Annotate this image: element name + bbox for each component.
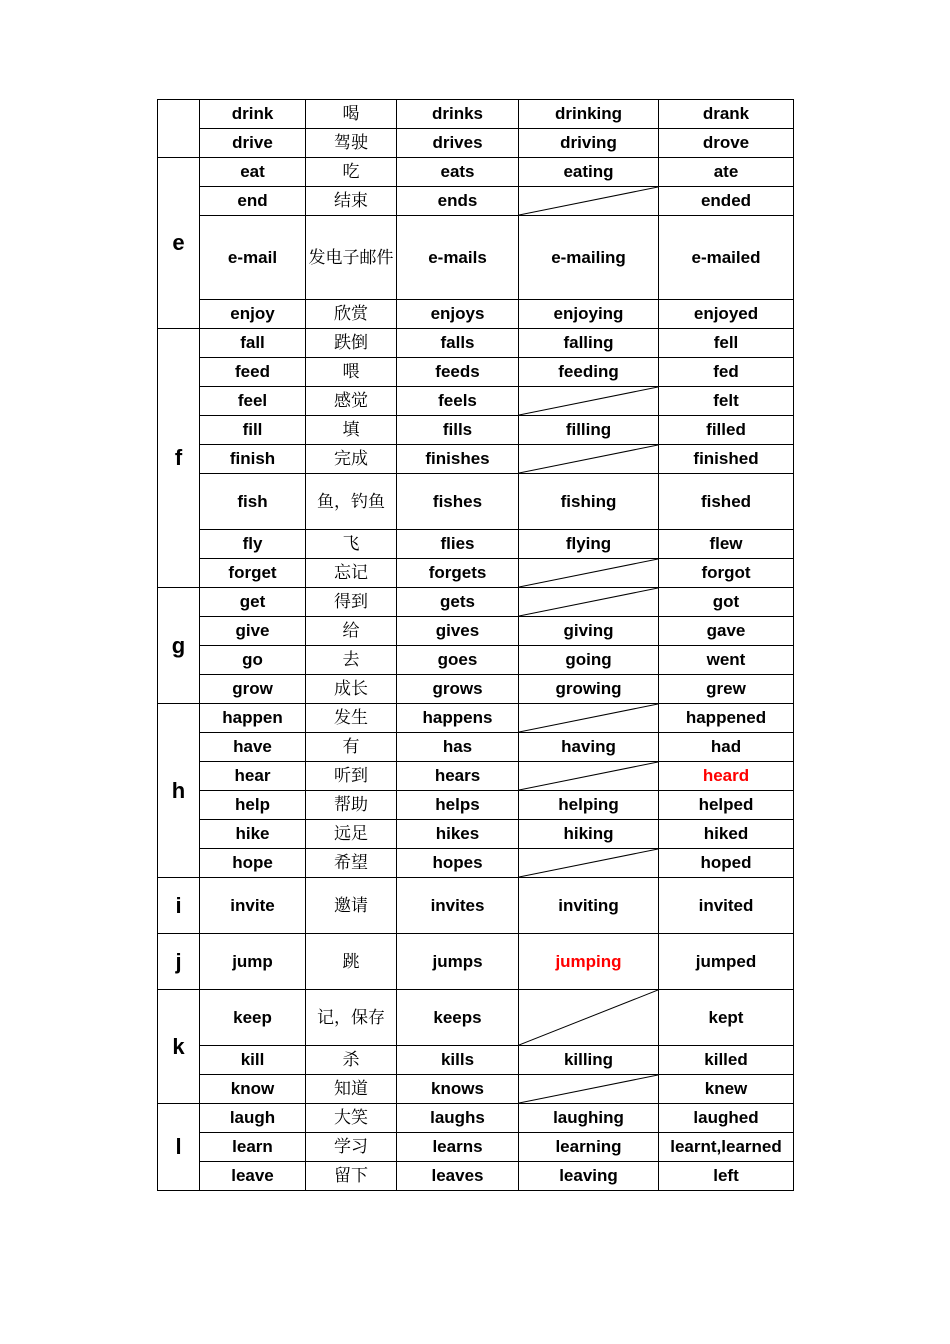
verb-table: [157, 99, 794, 1191]
verb-cell: fly: [200, 530, 306, 559]
verb-row: [158, 530, 794, 559]
verb-row: [158, 300, 794, 329]
meaning-cell: 去: [306, 646, 397, 675]
past-tense-cell: got: [659, 588, 794, 617]
diagonal-slash-icon: [519, 445, 658, 473]
verb-cell: grow: [200, 675, 306, 704]
past-tense-cell: drank: [659, 100, 794, 129]
group-letter: h: [158, 704, 200, 878]
ing-form-cell: helping: [519, 791, 659, 820]
meaning-cell: 感觉: [306, 387, 397, 416]
verb-row: [158, 387, 794, 416]
group-letter: f: [158, 329, 200, 588]
third-person-cell: fishes: [397, 474, 519, 530]
past-tense-cell: forgot: [659, 559, 794, 588]
past-tense-cell: fished: [659, 474, 794, 530]
past-tense-cell: enjoyed: [659, 300, 794, 329]
ing-form-cell: growing: [519, 675, 659, 704]
verb-row: [158, 1162, 794, 1191]
ing-form-cell: eating: [519, 158, 659, 187]
third-person-cell: helps: [397, 791, 519, 820]
third-person-cell: learns: [397, 1133, 519, 1162]
verb-cell: hope: [200, 849, 306, 878]
verb-cell: invite: [200, 878, 306, 934]
verb-cell: e-mail: [200, 216, 306, 300]
past-tense-cell: learnt,learned: [659, 1133, 794, 1162]
third-person-cell: keeps: [397, 990, 519, 1046]
past-tense-cell: ate: [659, 158, 794, 187]
verb-cell: help: [200, 791, 306, 820]
meaning-cell: 听到: [306, 762, 397, 791]
ing-form-cell: going: [519, 646, 659, 675]
meaning-cell: 欣赏: [306, 300, 397, 329]
group-letter: [158, 100, 200, 158]
verb-cell: hear: [200, 762, 306, 791]
verb-cell: fill: [200, 416, 306, 445]
verb-cell: eat: [200, 158, 306, 187]
not-applicable-cell: [519, 187, 659, 216]
verb-cell: fall: [200, 329, 306, 358]
verb-cell: hike: [200, 820, 306, 849]
past-tense-cell: flew: [659, 530, 794, 559]
verb-cell: end: [200, 187, 306, 216]
verb-cell: leave: [200, 1162, 306, 1191]
ing-form-cell: fishing: [519, 474, 659, 530]
ing-form-cell: laughing: [519, 1104, 659, 1133]
ing-form-cell: killing: [519, 1046, 659, 1075]
verb-cell: drive: [200, 129, 306, 158]
verb-row: [158, 187, 794, 216]
third-person-cell: laughs: [397, 1104, 519, 1133]
verb-cell: jump: [200, 934, 306, 990]
verb-cell: laugh: [200, 1104, 306, 1133]
verb-row: [158, 849, 794, 878]
diagonal-slash-icon: [519, 187, 658, 215]
verb-table-body: [158, 100, 794, 1191]
verb-row: [158, 675, 794, 704]
verb-cell: enjoy: [200, 300, 306, 329]
verb-cell: drink: [200, 100, 306, 129]
third-person-cell: has: [397, 733, 519, 762]
past-tense-cell: ended: [659, 187, 794, 216]
meaning-cell: 发生: [306, 704, 397, 733]
diagonal-slash-icon: [519, 1075, 658, 1103]
ing-form-cell: filling: [519, 416, 659, 445]
ing-form-cell: inviting: [519, 878, 659, 934]
verb-row: [158, 617, 794, 646]
past-tense-cell: killed: [659, 1046, 794, 1075]
verb-cell: give: [200, 617, 306, 646]
third-person-cell: drinks: [397, 100, 519, 129]
verb-row: [158, 791, 794, 820]
third-person-cell: forgets: [397, 559, 519, 588]
verb-row: [158, 445, 794, 474]
meaning-cell: 希望: [306, 849, 397, 878]
meaning-cell: 喝: [306, 100, 397, 129]
third-person-cell: e-mails: [397, 216, 519, 300]
ing-form-cell: learning: [519, 1133, 659, 1162]
diagonal-slash-icon: [519, 387, 658, 415]
group-letter: g: [158, 588, 200, 704]
past-tense-cell: knew: [659, 1075, 794, 1104]
group-letter: k: [158, 990, 200, 1104]
not-applicable-cell: [519, 849, 659, 878]
verb-cell: learn: [200, 1133, 306, 1162]
meaning-cell: 帮助: [306, 791, 397, 820]
meaning-cell: 跳: [306, 934, 397, 990]
past-tense-cell: hoped: [659, 849, 794, 878]
verb-cell: finish: [200, 445, 306, 474]
verb-cell: get: [200, 588, 306, 617]
meaning-cell: 发电子邮件: [306, 216, 397, 300]
verb-row: [158, 588, 794, 617]
third-person-cell: gives: [397, 617, 519, 646]
verb-cell: know: [200, 1075, 306, 1104]
third-person-cell: flies: [397, 530, 519, 559]
diagonal-slash-icon: [519, 559, 658, 587]
meaning-cell: 飞: [306, 530, 397, 559]
past-tense-cell: helped: [659, 791, 794, 820]
not-applicable-cell: [519, 588, 659, 617]
past-tense-cell: hiked: [659, 820, 794, 849]
verb-row: [158, 358, 794, 387]
past-tense-cell: went: [659, 646, 794, 675]
meaning-cell: 记，保存: [306, 990, 397, 1046]
verb-row: [158, 990, 794, 1046]
third-person-cell: gets: [397, 588, 519, 617]
third-person-cell: hikes: [397, 820, 519, 849]
verb-cell: feed: [200, 358, 306, 387]
third-person-cell: fills: [397, 416, 519, 445]
not-applicable-cell: [519, 762, 659, 791]
third-person-cell: hears: [397, 762, 519, 791]
meaning-cell: 成长: [306, 675, 397, 704]
ing-form-cell: e-mailing: [519, 216, 659, 300]
ing-form-cell: driving: [519, 129, 659, 158]
diagonal-slash-icon: [519, 588, 658, 616]
verb-row: [158, 1075, 794, 1104]
verb-row: [158, 559, 794, 588]
third-person-cell: falls: [397, 329, 519, 358]
third-person-cell: goes: [397, 646, 519, 675]
third-person-cell: leaves: [397, 1162, 519, 1191]
meaning-cell: 得到: [306, 588, 397, 617]
meaning-cell: 跌倒: [306, 329, 397, 358]
verb-cell: feel: [200, 387, 306, 416]
meaning-cell: 驾驶: [306, 129, 397, 158]
past-tense-cell: left: [659, 1162, 794, 1191]
past-tense-cell: laughed: [659, 1104, 794, 1133]
verb-row: [158, 934, 794, 990]
verb-cell: kill: [200, 1046, 306, 1075]
not-applicable-cell: [519, 1075, 659, 1104]
past-tense-cell: gave: [659, 617, 794, 646]
ing-form-cell: leaving: [519, 1162, 659, 1191]
group-letter: j: [158, 934, 200, 990]
third-person-cell: ends: [397, 187, 519, 216]
ing-form-cell: jumping: [519, 934, 659, 990]
past-tense-cell: jumped: [659, 934, 794, 990]
verb-cell: forget: [200, 559, 306, 588]
not-applicable-cell: [519, 387, 659, 416]
verb-cell: fish: [200, 474, 306, 530]
verb-row: [158, 1046, 794, 1075]
meaning-cell: 忘记: [306, 559, 397, 588]
diagonal-slash-icon: [519, 849, 658, 877]
not-applicable-cell: [519, 445, 659, 474]
third-person-cell: feeds: [397, 358, 519, 387]
ing-form-cell: hiking: [519, 820, 659, 849]
verb-row: [158, 646, 794, 675]
past-tense-cell: e-mailed: [659, 216, 794, 300]
verb-row: [158, 878, 794, 934]
past-tense-cell: felt: [659, 387, 794, 416]
meaning-cell: 填: [306, 416, 397, 445]
third-person-cell: eats: [397, 158, 519, 187]
past-tense-cell: fed: [659, 358, 794, 387]
meaning-cell: 鱼，钓鱼: [306, 474, 397, 530]
past-tense-cell: grew: [659, 675, 794, 704]
group-letter: e: [158, 158, 200, 329]
verb-cell: have: [200, 733, 306, 762]
verb-row: [158, 820, 794, 849]
verb-cell: happen: [200, 704, 306, 733]
third-person-cell: invites: [397, 878, 519, 934]
past-tense-cell: invited: [659, 878, 794, 934]
verb-row: [158, 129, 794, 158]
meaning-cell: 远足: [306, 820, 397, 849]
past-tense-cell: finished: [659, 445, 794, 474]
ing-form-cell: enjoying: [519, 300, 659, 329]
verb-cell: keep: [200, 990, 306, 1046]
verb-row: [158, 1133, 794, 1162]
verb-row: [158, 216, 794, 300]
meaning-cell: 邀请: [306, 878, 397, 934]
diagonal-slash-icon: [519, 704, 658, 732]
diagonal-slash-icon: [519, 762, 658, 790]
ing-form-cell: flying: [519, 530, 659, 559]
meaning-cell: 知道: [306, 1075, 397, 1104]
verb-row: [158, 733, 794, 762]
verb-row: [158, 1104, 794, 1133]
past-tense-cell: fell: [659, 329, 794, 358]
third-person-cell: kills: [397, 1046, 519, 1075]
meaning-cell: 留下: [306, 1162, 397, 1191]
meaning-cell: 学习: [306, 1133, 397, 1162]
verb-row: [158, 704, 794, 733]
meaning-cell: 有: [306, 733, 397, 762]
third-person-cell: knows: [397, 1075, 519, 1104]
past-tense-cell: heard: [659, 762, 794, 791]
past-tense-cell: kept: [659, 990, 794, 1046]
verb-row: [158, 416, 794, 445]
meaning-cell: 喂: [306, 358, 397, 387]
verb-row: [158, 474, 794, 530]
third-person-cell: feels: [397, 387, 519, 416]
meaning-cell: 吃: [306, 158, 397, 187]
not-applicable-cell: [519, 559, 659, 588]
diagonal-slash-icon: [519, 990, 658, 1045]
third-person-cell: drives: [397, 129, 519, 158]
verb-row: [158, 329, 794, 358]
third-person-cell: grows: [397, 675, 519, 704]
past-tense-cell: had: [659, 733, 794, 762]
third-person-cell: happens: [397, 704, 519, 733]
ing-form-cell: feeding: [519, 358, 659, 387]
meaning-cell: 给: [306, 617, 397, 646]
verb-row: [158, 762, 794, 791]
group-letter: i: [158, 878, 200, 934]
third-person-cell: jumps: [397, 934, 519, 990]
ing-form-cell: giving: [519, 617, 659, 646]
ing-form-cell: falling: [519, 329, 659, 358]
past-tense-cell: happened: [659, 704, 794, 733]
ing-form-cell: drinking: [519, 100, 659, 129]
meaning-cell: 杀: [306, 1046, 397, 1075]
past-tense-cell: drove: [659, 129, 794, 158]
meaning-cell: 完成: [306, 445, 397, 474]
meaning-cell: 大笑: [306, 1104, 397, 1133]
verb-row: [158, 158, 794, 187]
verb-cell: go: [200, 646, 306, 675]
third-person-cell: finishes: [397, 445, 519, 474]
past-tense-cell: filled: [659, 416, 794, 445]
ing-form-cell: having: [519, 733, 659, 762]
third-person-cell: hopes: [397, 849, 519, 878]
group-letter: l: [158, 1104, 200, 1191]
meaning-cell: 结束: [306, 187, 397, 216]
third-person-cell: enjoys: [397, 300, 519, 329]
not-applicable-cell: [519, 990, 659, 1046]
verb-row: [158, 100, 794, 129]
not-applicable-cell: [519, 704, 659, 733]
